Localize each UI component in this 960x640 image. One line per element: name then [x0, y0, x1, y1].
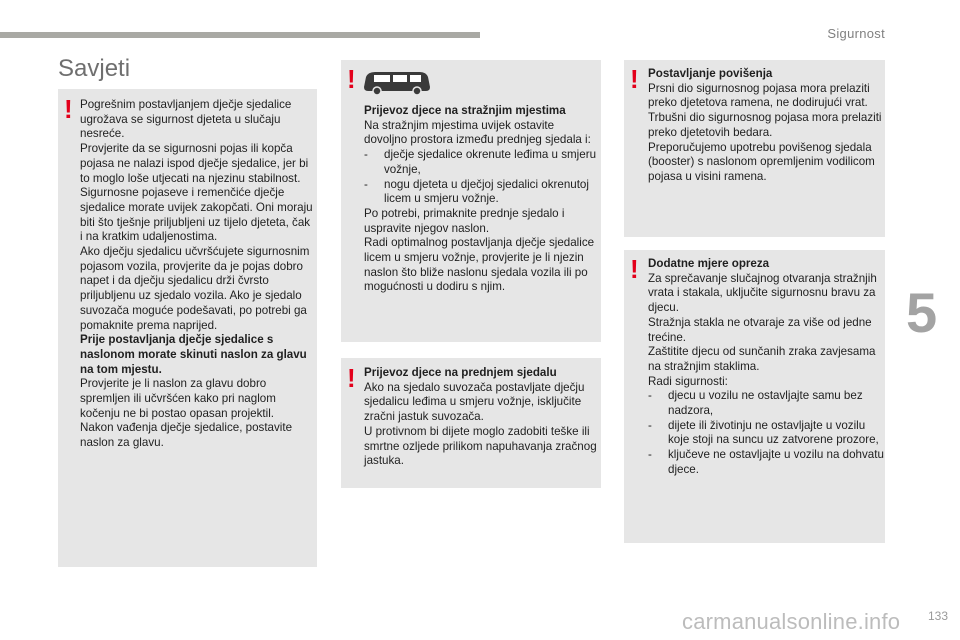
paragraph: Na stražnjim mjestima uvijek ostavite dovoljno prostora između prednjeg sjedala i: — [364, 118, 591, 147]
paragraph: Po potrebi, primaknite prednje sjedalo i uspravite njegov naslon. — [364, 206, 565, 235]
paragraph: U protivnom bi dijete moglo zadobiti teške ili smrtne ozljede prilikom napuhavanja zračnog jastuka. — [364, 424, 597, 468]
bullet-list — [364, 148, 600, 207]
van-icon — [358, 67, 434, 97]
paragraph: Nakon vađenja dječje sjedalice, postavite naslon za glavu. — [80, 421, 293, 450]
paragraph: Radi optimalnog postavljanja dječje sjedalice licem u smjeru vožnje, provjerite je li njezin naslon što bliže naslonu sjedala vozila ili po mogućnosti u dodiru s njim. — [364, 236, 595, 294]
paragraph: Za sprečavanje slučajnog otvaranja stražnjih vrata i stakala, uključite sigurnosnu bravu za djecu. — [648, 271, 877, 315]
booster-text — [648, 67, 884, 185]
list-item: - dijete ili životinju ne ostavljajte u vozilu koje stoji na suncu uz zatvorene prozore, — [648, 419, 884, 448]
paragraph: Preporučujemo upotrebu povišenog sjedala (booster) s naslonom opremljenim vodilicom pojasa u visini ramena. — [648, 140, 875, 183]
paragraph: Provjerite je li naslon za glavu dobro spremljen ili učvršćen kako pri naglom kočenju ne bi postao opasan projektil. — [80, 377, 276, 420]
paragraph: Trbušni dio sigurnosnog pojasa mora prelaziti preko djetetovih bedara. — [648, 111, 882, 139]
paragraph: Pogrešnim postavljanjem dječje sjedalice ugrožava se sigurnost djeteta u slučaju nesreće. — [80, 98, 292, 141]
section-heading: Dodatne mjere opreza — [648, 257, 770, 270]
paragraph: Sigurnosne pojaseve i remenčiće dječje sjedalice morate uvijek zakopčati. Oni moraju biti što tješnje priljubljeni uz tijelo djeteta, čak i na kratkim udaljenostima. — [80, 186, 313, 244]
warning-icon: ! — [347, 64, 356, 94]
front-seat-text — [364, 366, 598, 469]
paragraph: Provjerite da se sigurnosni pojas ili kopča pojasa ne nalazi ispod dječje sjedalice, jer bi to moglo loše utjecati na njezinu stabilnost. — [80, 142, 309, 185]
page-title: Savjeti — [58, 55, 131, 82]
paragraph: Stražnja stakla ne otvaraje za više od jedne trećine. — [648, 315, 872, 344]
paragraph: Ako dječju sjedalicu učvršćujete sigurnosnim pojasom vozila, provjerite da je pojas dobro napet i da dječju sjedalicu drži čvrsto priljubljenu uz sjedalo vozila. Ako je sjedalo suvozača moguće podešavati, po potrebi ga pomaknite prema naprijed. — [80, 245, 310, 332]
list-item: - nogu djeteta u dječjoj sjedalici okrenutoj licem u smjeru vožnje. — [364, 178, 600, 207]
list-item: - ključeve ne ostavljajte u vozilu na dohvatu djece. — [648, 448, 884, 477]
warning-icon: ! — [64, 94, 73, 124]
extra-precautions-text — [648, 257, 884, 478]
paragraph: Ako na sjedalo suvozača postavljate dječju sjedalicu leđima u smjeru vožnje, isključite zračni jastuk suvozača. — [364, 380, 585, 424]
bold-paragraph: Prije postavljanja dječje sjedalice s naslonom morate skinuti naslon za glavu na tom mjestu. — [80, 333, 307, 376]
watermark: carmanualsonline.info — [682, 609, 901, 634]
list-item: - djecu u vozilu ne ostavljajte samu bez nadzora, — [648, 389, 884, 418]
section-heading: Postavljanje povišenja — [648, 67, 773, 80]
paragraph: Prsni dio sigurnosnog pojasa mora prelaziti preko djetetova ramena, ne dodirujući vrat. — [648, 81, 870, 110]
chapter-number: 5 — [906, 281, 938, 344]
section-label: Sigurnost — [827, 26, 885, 41]
section-heading: Prijevoz djece na stražnjim mjestima — [364, 104, 566, 117]
paragraph: Radi sigurnosti: — [648, 374, 728, 388]
warning-icon: ! — [347, 363, 356, 393]
warning-icon: ! — [630, 64, 639, 94]
child-seat-advice-text — [80, 98, 314, 451]
paragraph: Zaštitite djecu od sunčanih zraka zavjesama na stražnjim staklima. — [648, 345, 876, 373]
warning-icon: ! — [630, 254, 639, 284]
section-heading: Prijevoz djece na prednjem sjedalu — [364, 366, 557, 379]
rear-seats-text — [364, 104, 600, 295]
page-number: 133 — [927, 609, 948, 623]
bullet-list — [648, 389, 884, 477]
header-bar — [0, 32, 480, 38]
list-item: - dječje sjedalice okrenute leđima u smjeru vožnje, — [364, 148, 600, 177]
